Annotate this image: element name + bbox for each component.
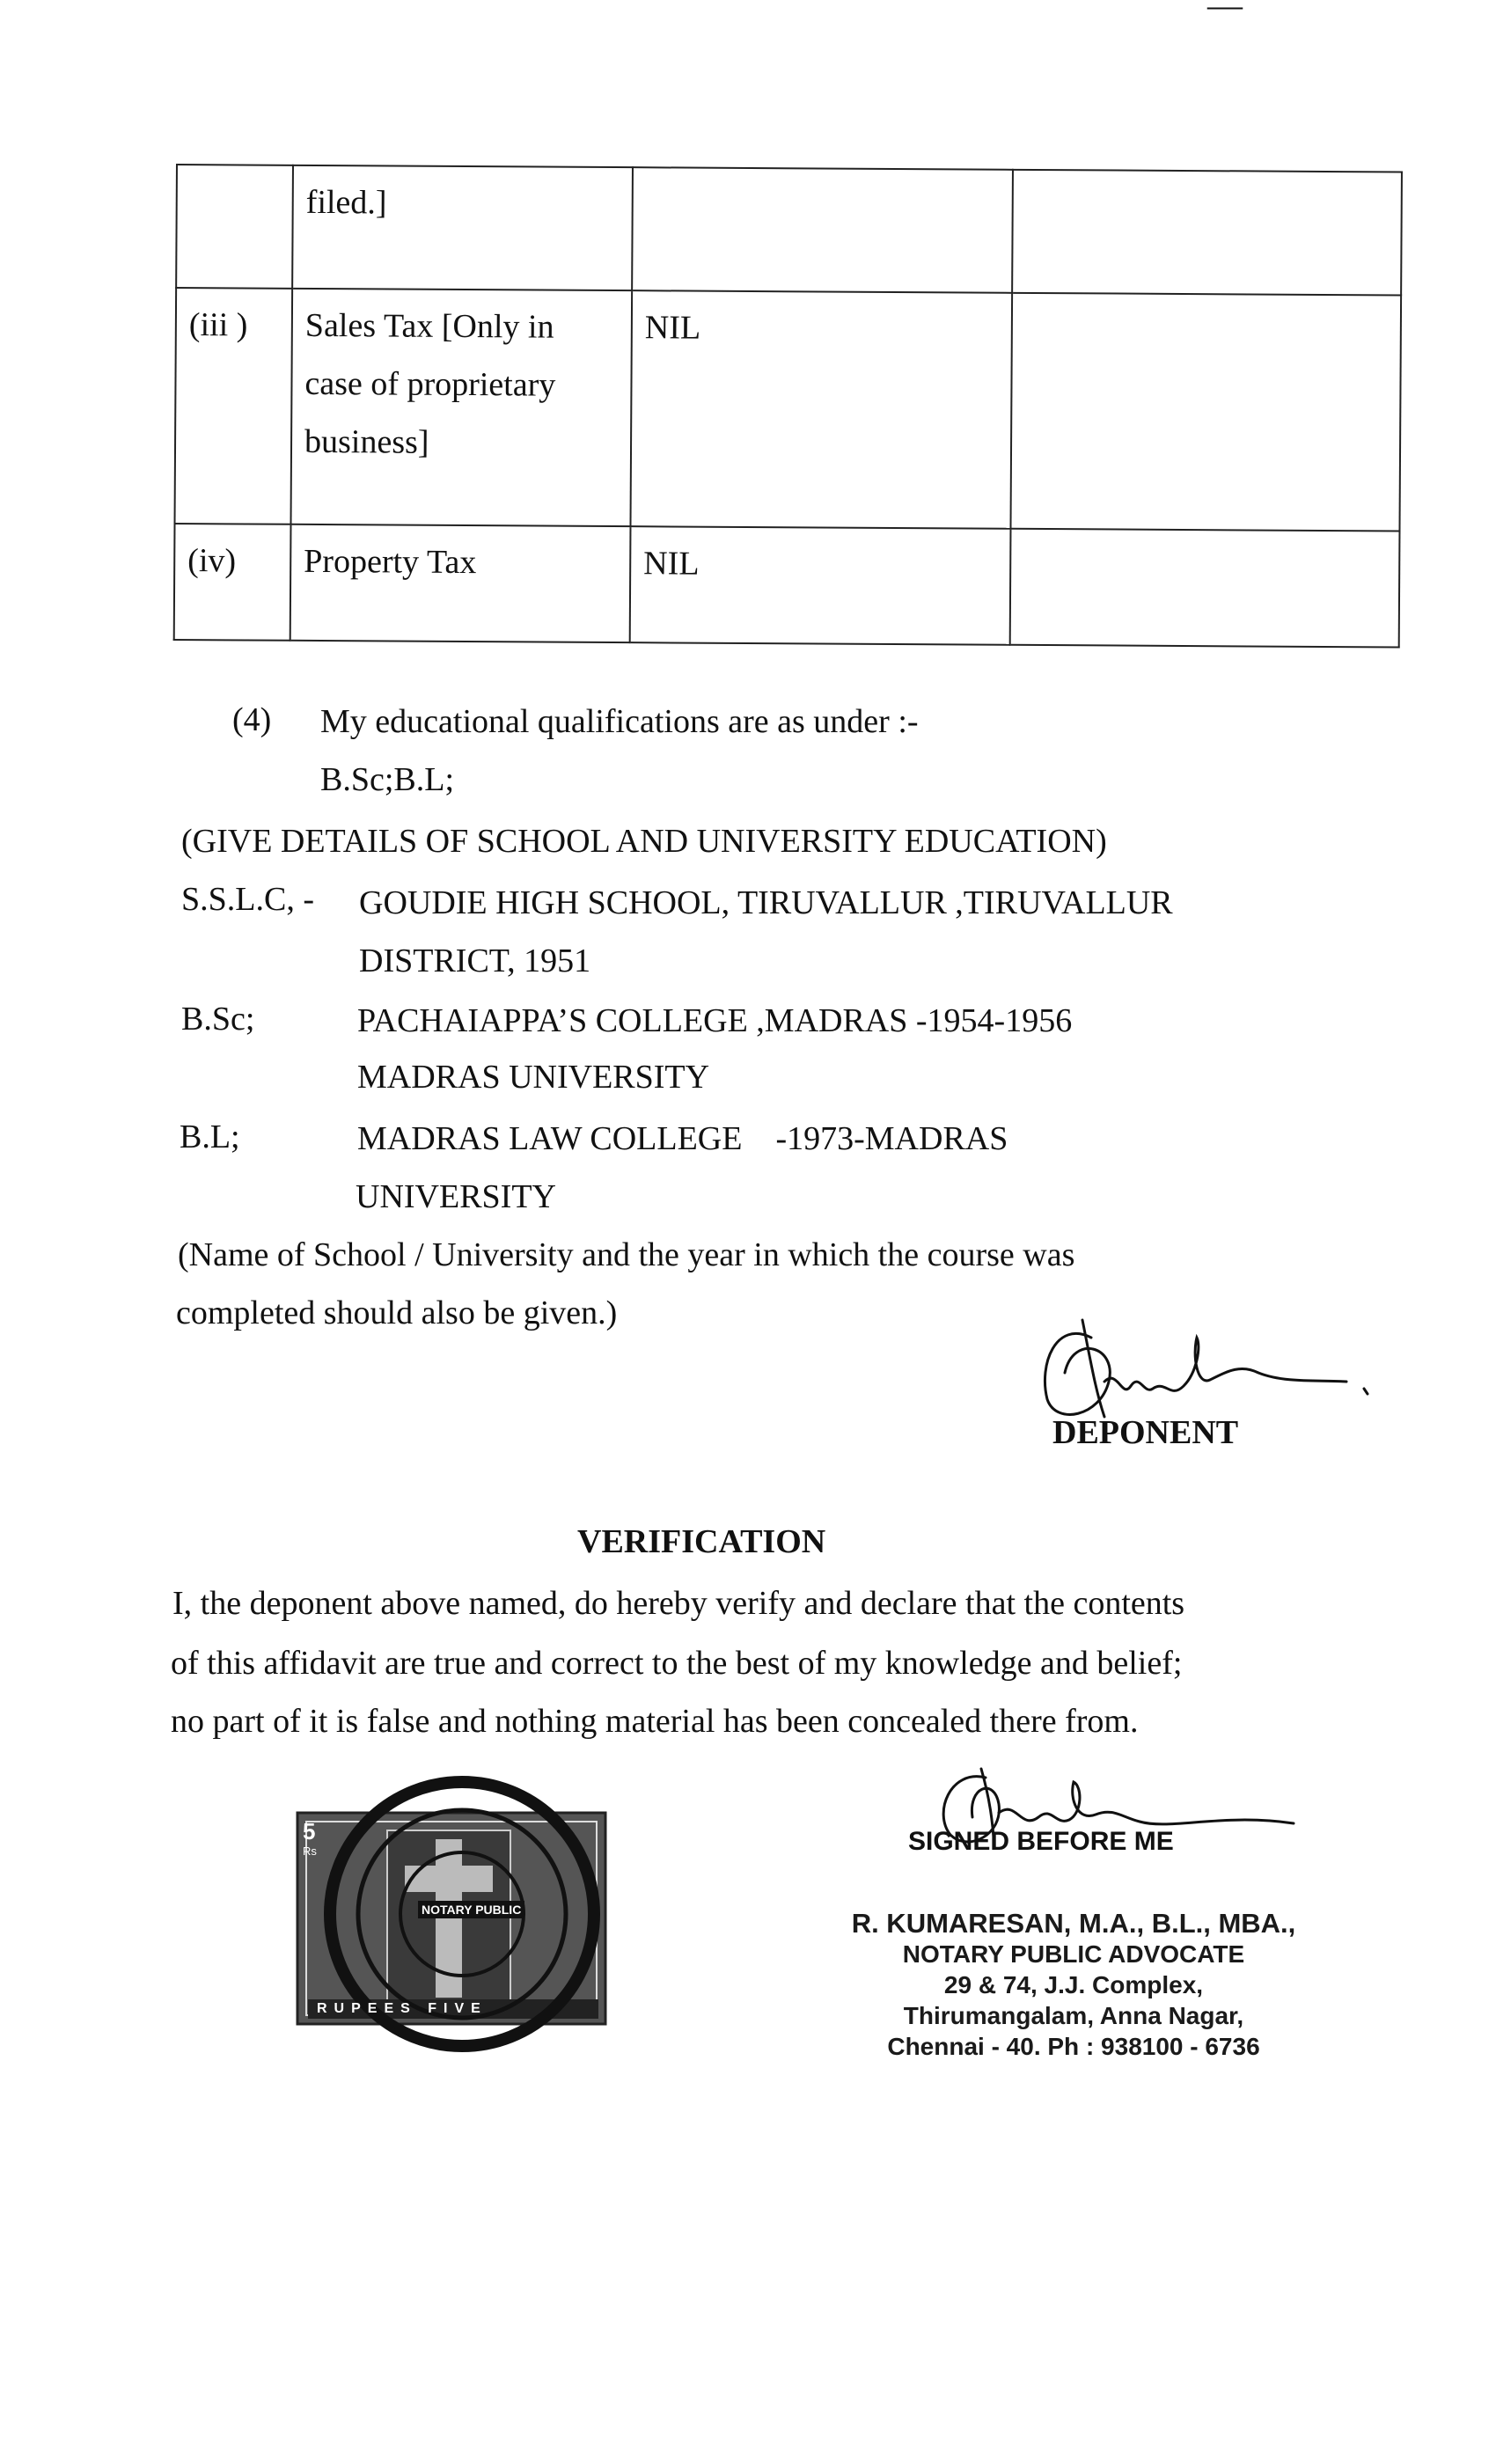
education-label-bl: B.L; — [180, 1118, 240, 1155]
row-remarks — [1010, 529, 1400, 648]
row-item: filed.] — [292, 165, 633, 290]
dues-table — [173, 164, 1403, 649]
row-remarks — [1010, 293, 1401, 532]
deponent-signature — [1021, 1285, 1390, 1434]
row-number: (iii ) — [175, 288, 293, 524]
table-row — [176, 165, 1402, 296]
education-instruction: (GIVE DETAILS OF SCHOOL AND UNIVERSITY EDUCATION) — [181, 823, 1107, 860]
education-note: (Name of School / University and the year in which the course was — [178, 1236, 1075, 1273]
notary-seal — [845, 1908, 1302, 2062]
deponent-label: DEPONENT — [1052, 1414, 1239, 1451]
stamp-bottom-text: RUPEES FIVE — [317, 2001, 488, 2016]
notary-address: Thirumangalam, Anna Nagar, — [903, 2002, 1244, 2029]
education-detail: DISTRICT, 1951 — [359, 942, 591, 979]
education-degrees: B.Sc;B.L; — [320, 761, 455, 798]
education-detail: GOUDIE HIGH SCHOOL, TIRUVALLUR ,TIRUVALLUR — [359, 884, 1173, 921]
verification-heading: VERIFICATION — [577, 1523, 826, 1560]
stamp-image — [290, 1769, 642, 2068]
verification-text: of this affidavit are true and correct to the best of my knowledge and belief; — [171, 1645, 1183, 1682]
notary-address: 29 & 74, J.J. Complex, — [943, 1971, 1204, 1998]
table-row — [174, 524, 1400, 648]
stamp-currency: Rs — [303, 1844, 317, 1858]
notary-name: R. KUMARESAN, M.A., B.L., MBA., — [851, 1908, 1296, 1939]
notary-address: Chennai - 40. Ph : 938100 - 6736 — [887, 2033, 1260, 2060]
row-remarks — [1012, 170, 1402, 296]
row-number — [176, 165, 293, 289]
page-corner-mark: — — [1207, 0, 1243, 25]
row-value: NIL — [630, 526, 1011, 645]
education-detail: UNIVERSITY — [356, 1178, 556, 1215]
row-item: Property Tax — [290, 524, 631, 642]
signed-before-me: SIGNED BEFORE ME — [908, 1827, 1174, 1856]
seal-text: NOTARY PUBLIC — [418, 1901, 524, 1918]
stamp-denomination: 5 — [303, 1818, 316, 1844]
verification-text: I, the deponent above named, do hereby verify and declare that the contents — [172, 1585, 1185, 1622]
row-number: (iv) — [174, 524, 291, 641]
revenue-stamp — [290, 1769, 642, 2068]
row-item: Sales Tax [Only in case of proprietary business] — [290, 289, 632, 526]
notary-title: NOTARY PUBLIC ADVOCATE — [902, 1940, 1245, 1968]
section-number: (4) — [232, 701, 272, 738]
row-value: NIL — [630, 290, 1012, 529]
education-intro: My educational qualifications are as under :- — [320, 703, 919, 740]
education-detail: MADRAS UNIVERSITY — [357, 1059, 710, 1096]
education-label-bsc: B.Sc; — [181, 1001, 255, 1038]
row-value — [632, 167, 1013, 293]
verification-text: no part of it is false and nothing material has been concealed there from. — [171, 1703, 1139, 1740]
education-label-sslc: S.S.L.C, - — [181, 881, 314, 918]
education-note: completed should also be given.) — [176, 1294, 618, 1331]
education-detail: PACHAIAPPA’S COLLEGE ,MADRAS -1954-1956 — [357, 1002, 1073, 1039]
table-row — [175, 288, 1402, 531]
education-detail: MADRAS LAW COLLEGE -1973-MADRAS — [357, 1120, 1008, 1157]
